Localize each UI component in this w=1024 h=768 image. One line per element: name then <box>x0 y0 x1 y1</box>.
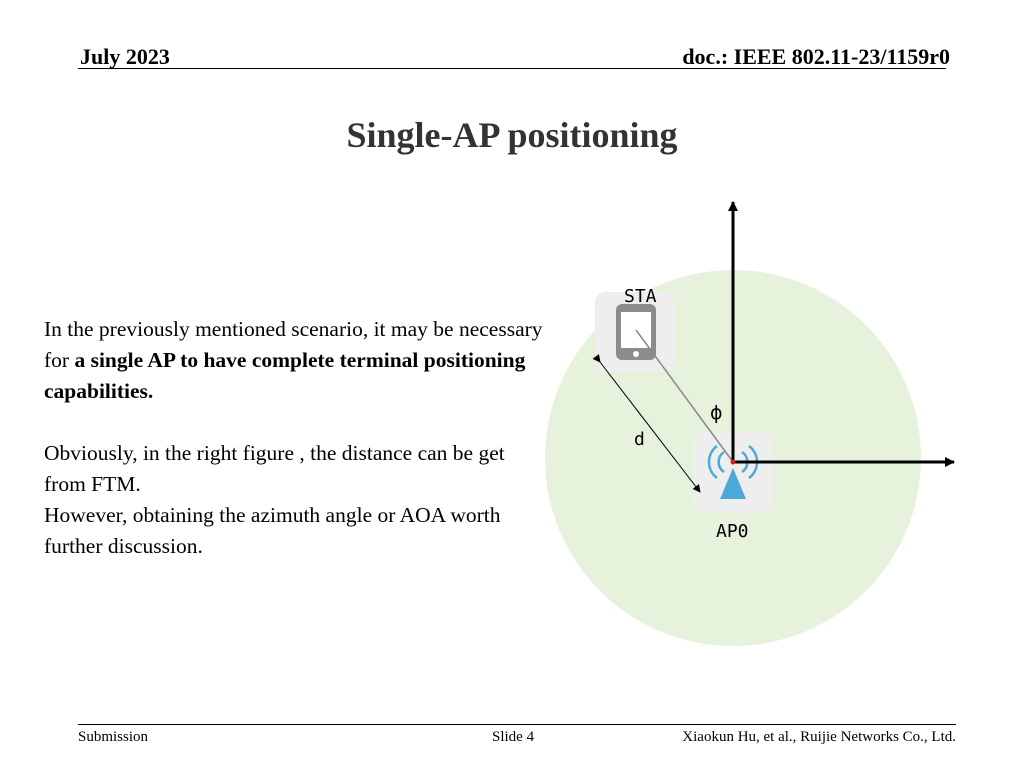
distance-label: d <box>634 429 645 450</box>
paragraph-2-line-1: Obviously, in the right figure , the distance can be get from FTM. <box>44 441 505 496</box>
footer-submission: Submission <box>78 729 149 745</box>
origin-point <box>731 460 736 465</box>
footer-slide-number: Slide 4 <box>492 729 535 745</box>
footer-authors: Xiaokun Hu, et al., Ruijie Networks Co., Ltd. <box>682 729 956 745</box>
slide-title: Single-AP positioning <box>346 115 678 155</box>
paragraph-1-text: In the previously mentioned scenario, it may be necessary for <box>44 317 543 372</box>
paragraph-2-line-2: However, obtaining the azimuth angle or AOA worth further discussion. <box>44 503 501 558</box>
positioning-diagram <box>540 190 980 660</box>
header-rule <box>78 68 946 69</box>
ap-label: AP0 <box>716 521 749 542</box>
header-doc-id: doc.: IEEE 802.11-23/1159r0 <box>682 44 950 69</box>
body-text <box>44 314 544 562</box>
angle-label: ϕ <box>710 402 723 424</box>
paragraph-1-bold: a single AP to have complete terminal positioning capabilities. <box>44 348 526 403</box>
paragraph-1 <box>44 314 544 407</box>
header-date: July 2023 <box>80 44 170 69</box>
phone-icon <box>616 304 656 360</box>
sta-label: STA <box>624 286 657 307</box>
footer-rule <box>78 724 956 725</box>
